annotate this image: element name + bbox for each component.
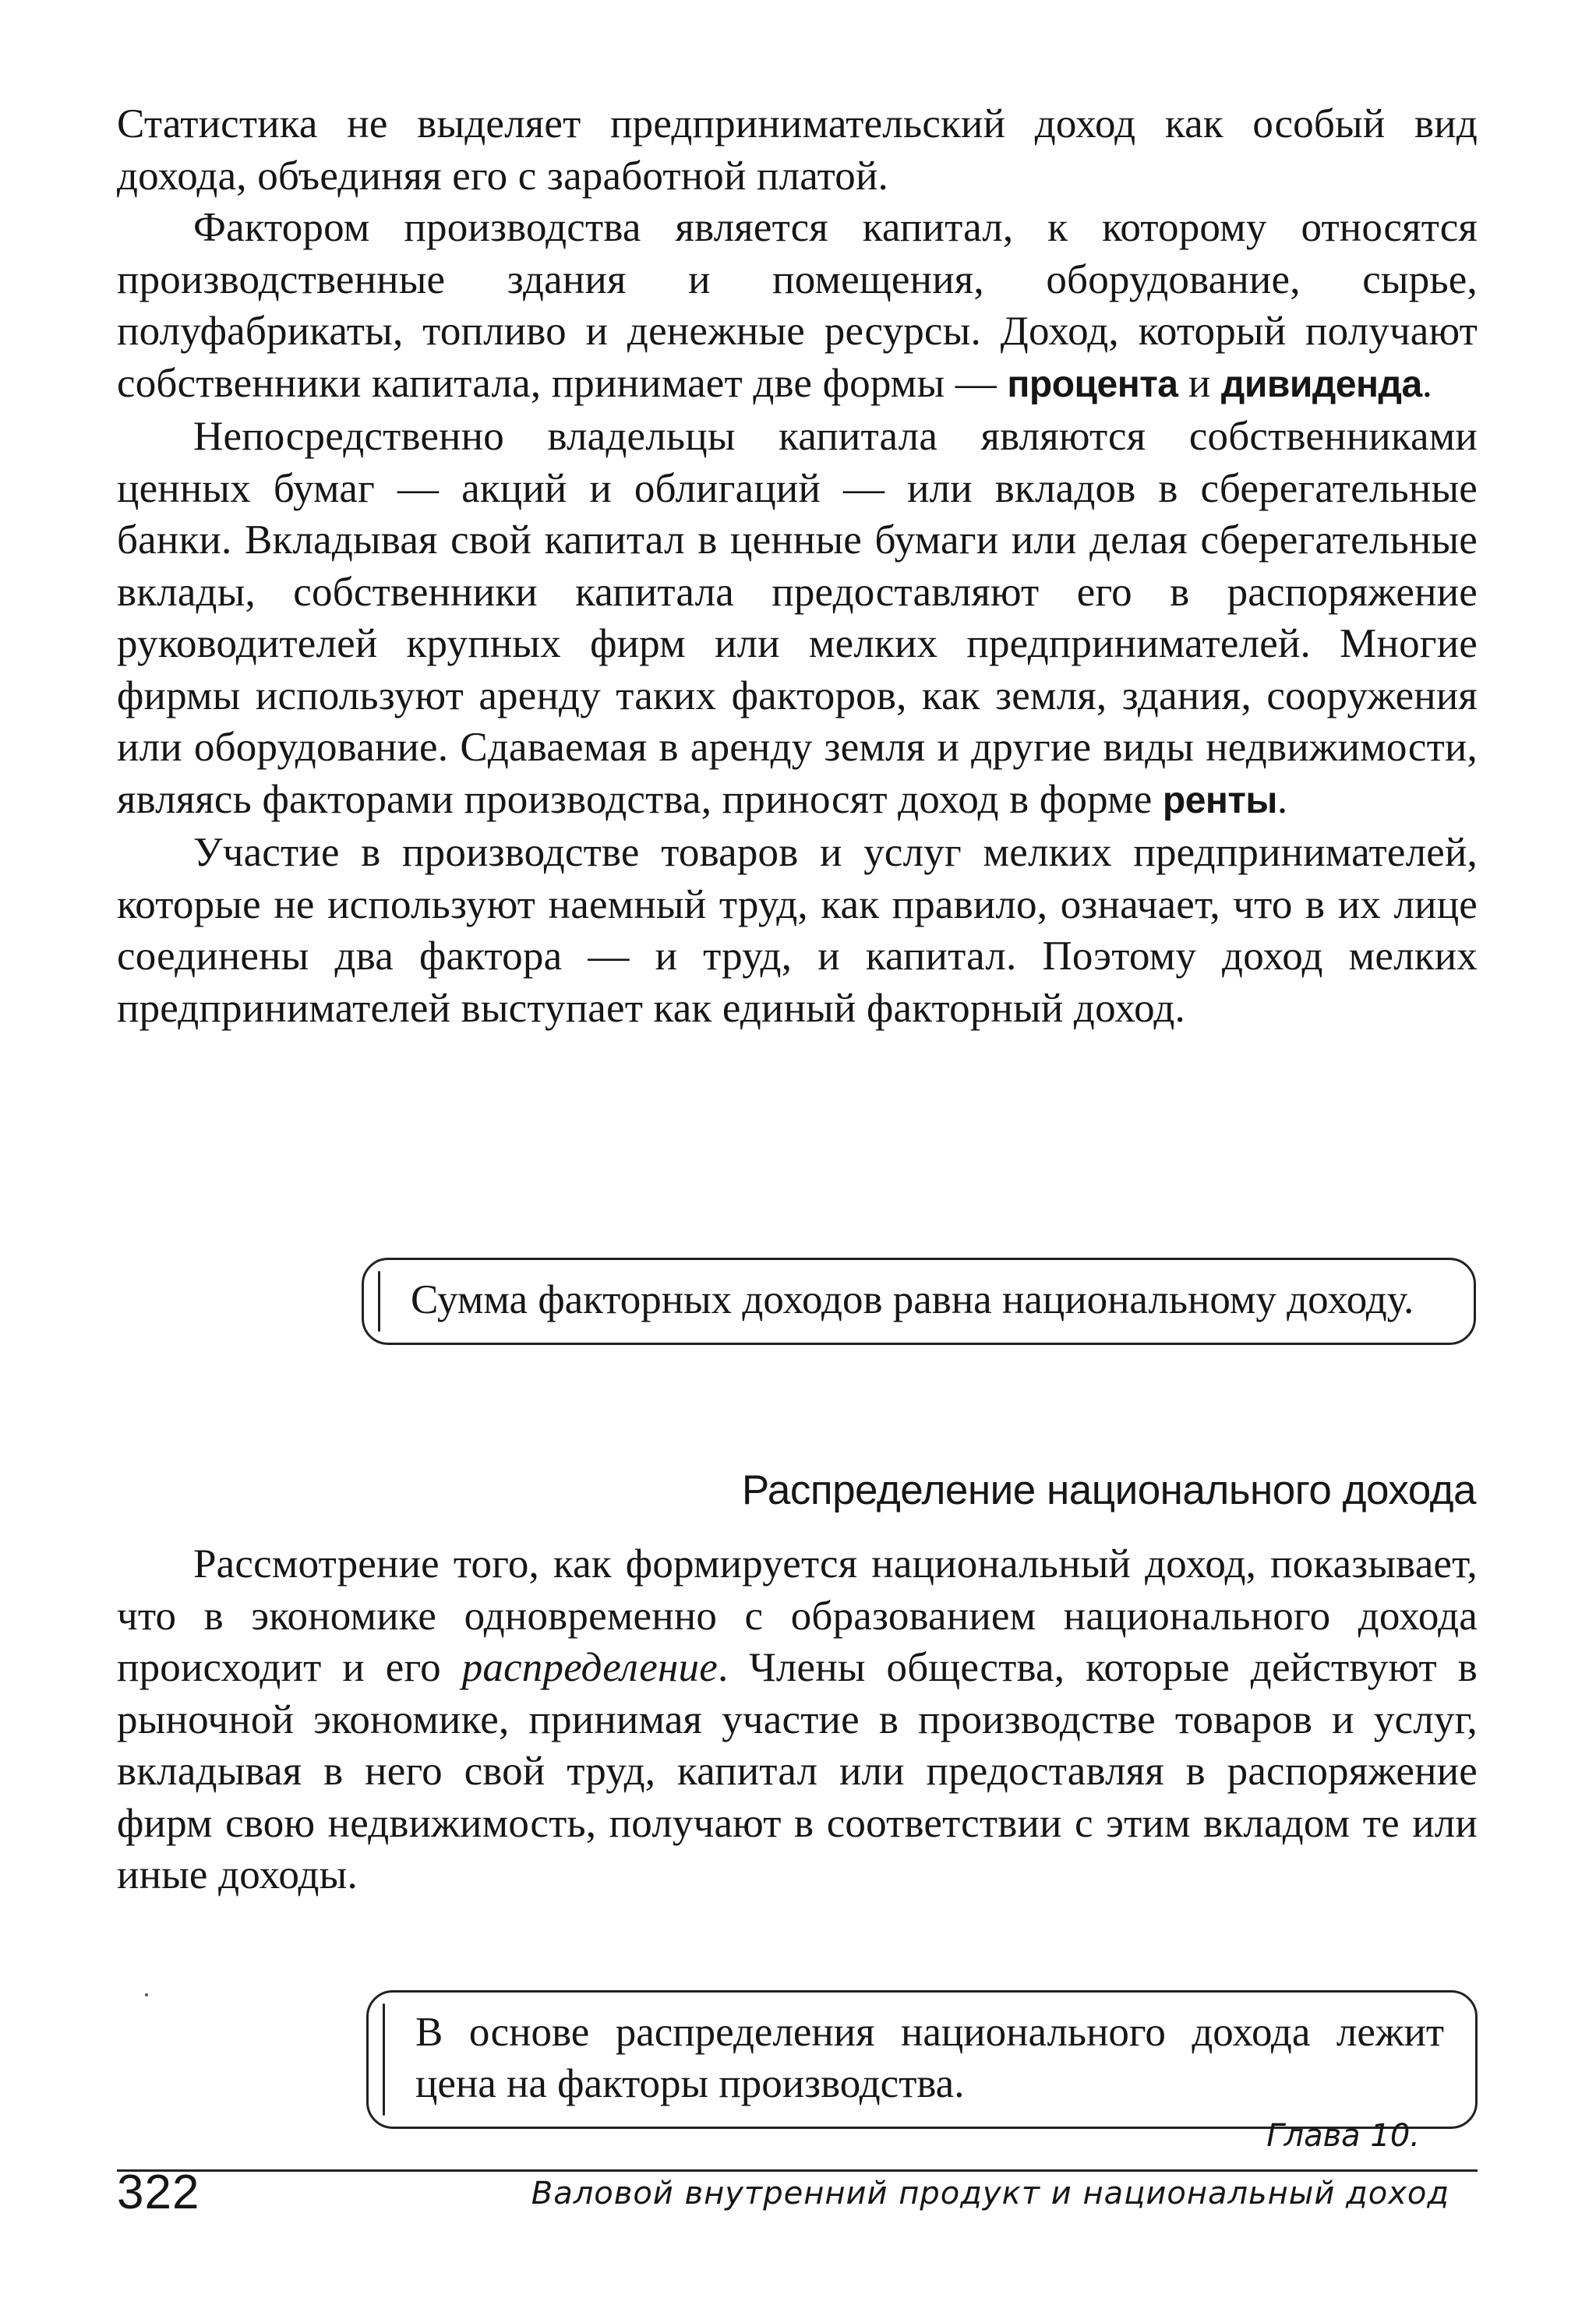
paragraph-small-business: Участие в производстве товаров и услуг мелких предпринимателей, которые не используют наемный труд, как правило, означает, что в их лице соединены два фактора — и труд, и капитал. Поэтому доход мелких предпринимателей выступает как единый факторный доход. <box>117 830 1478 1031</box>
paragraph-entrepreneur-income: Статистика не выделяет предпринимательский доход как особый вид дохода, объединяя его с заработной платой. <box>117 101 1478 199</box>
footer-rule <box>117 2169 1478 2172</box>
highlight-box-factor-income: Сумма факторных доходов равна национальному доходу. <box>362 1258 1476 1345</box>
section-title: Распределение национального дохода <box>741 1467 1476 1513</box>
main-text-bottom <box>117 1538 1478 1901</box>
chapter-label: Глава 10. <box>1266 2118 1420 2154</box>
paragraph-owners: Непосредственно владельцы капитала являются собственниками ценных бумаг — акций и облигаций — или вкладов в сберегательные банки. Вкладывая свой капитал в ценные бумаги или делая сберегательные вклады, собственники капитала предоставляют его в распоряжение руководителей крупных фирм или мелких предпринимателей. Многие фирмы используют аренду таких факторов, как земля, здания, сооружения или оборудование. Сдаваемая в аренду земля и другие виды недвижимости, являясь факторами производства, приносят доход в форме ренты. <box>117 414 1478 822</box>
main-text-top <box>117 98 1478 1034</box>
paragraph-distribution: Рассмотрение того, как формируется национальный доход, показывает, что в экономике одновременно с образованием национального дохода происходит и его распределение. Члены общества, которые действуют в рыночной экономике, принимая участие в производстве товаров и услуг, вкладывая в него свой труд, капитал или предоставляя в распоряжение фирм свою недвижимость, получают в соответствии с этим вкладом те или иные доходы. <box>117 1541 1478 1897</box>
paragraph-capital: Фактором производства является капитал, к которому относятся производственные здания и помещения, оборудование, сырье, полуфабрикаты, топливо и денежные ресурсы. Доход, который получают собственники капитала, принимает две формы — процента и дивиденда. <box>117 205 1478 406</box>
term-interest: процента <box>1007 363 1178 405</box>
chapter-title: Валовой внутренний продукт и национальный доход <box>531 2176 1449 2211</box>
term-dividend: дивиденда <box>1220 363 1422 405</box>
highlight-box-price-factors: В основе распределения национального дохода лежит цена на факторы производства. <box>366 1990 1478 2129</box>
italic-distribution: распределение <box>461 1645 718 1690</box>
print-speck <box>145 1993 148 1996</box>
term-rent: ренты <box>1162 779 1277 821</box>
page-number: 322 <box>117 2166 200 2219</box>
